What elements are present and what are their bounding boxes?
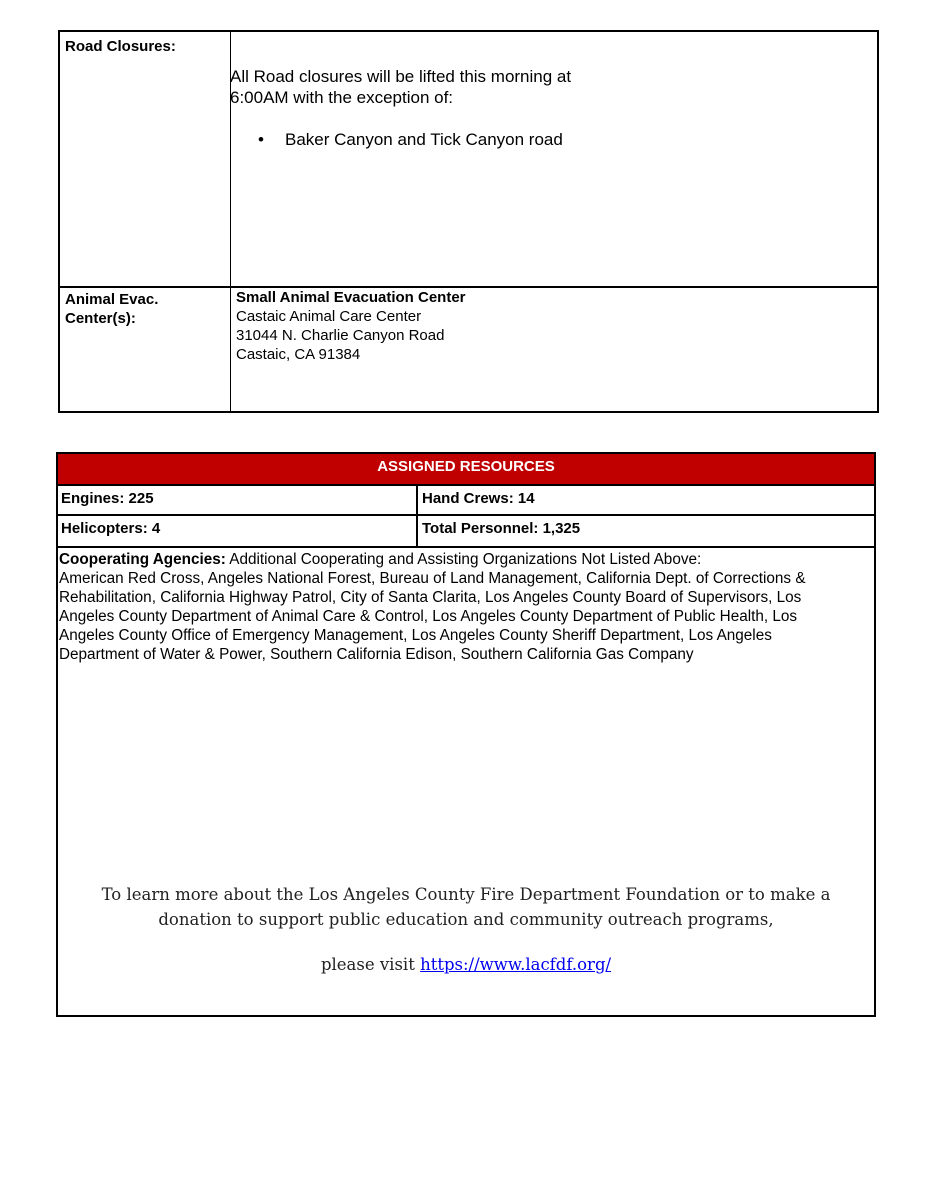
cooperating-agencies-label: Cooperating Agencies: — [59, 551, 226, 568]
animal-evac-label-line-2: Center(s): — [65, 310, 136, 327]
animal-evac-label-line-1: Animal Evac. — [65, 291, 159, 308]
resources-row — [58, 516, 874, 548]
visit-text: please visit — [320, 955, 421, 974]
evac-center-city: Castaic, CA 91384 — [236, 346, 361, 363]
assigned-resources-header: ASSIGNED RESOURCES — [58, 454, 874, 486]
animal-evac-details — [236, 288, 466, 364]
road-closures-line-1: All Road closures will be lifted this morning at — [230, 67, 572, 86]
exception-text: Baker Canyon and Tick Canyon road — [285, 130, 563, 149]
bullet-icon: • — [258, 130, 264, 149]
foundation-message — [58, 882, 874, 932]
road-closures-label: Road Closures: — [65, 38, 176, 55]
cooperating-agencies-line: Angeles County Office of Emergency Management, Los Angeles County Sheriff Department, Los Angeles — [59, 627, 772, 644]
cooperating-agencies-heading — [59, 550, 877, 569]
cooperating-agencies-line: Department of Water & Power, Southern California Edison, Southern California Gas Company — [59, 646, 694, 663]
foundation-line-2: donation to support public education and community outreach programs, — [158, 910, 774, 929]
evac-center-title: Small Animal Evacuation Center — [236, 289, 466, 306]
foundation-link[interactable]: https://www.lacfdf.org/ — [420, 955, 612, 974]
foundation-line-1: To learn more about the Los Angeles County Fire Department Foundation or to make a — [101, 885, 831, 904]
evac-center-street: 31044 N. Charlie Canyon Road — [236, 327, 445, 344]
road-closures-line-2: 6:00AM with the exception of: — [230, 88, 454, 107]
helicopters-count: Helicopters: 4 — [61, 520, 161, 537]
cooperating-agencies-intro: Additional Cooperating and Assisting Organizations Not Listed Above: — [225, 551, 702, 568]
engines-count: Engines: 225 — [61, 490, 154, 507]
cooperating-agencies-line: American Red Cross, Angeles National Forest, Bureau of Land Management, California Dept. of Corrections & — [59, 570, 806, 587]
road-closures-text — [230, 66, 630, 108]
cooperating-agencies — [59, 550, 877, 664]
incident-info-table — [58, 30, 879, 413]
row-divider — [60, 286, 877, 288]
foundation-visit — [58, 952, 874, 977]
cooperating-agencies-line: Angeles County Department of Animal Care & Control, Los Angeles County Department of Public Health, Los — [59, 608, 798, 625]
hand-crews-count: Hand Crews: 14 — [422, 490, 535, 507]
evac-center-name: Castaic Animal Care Center — [236, 308, 422, 325]
animal-evac-label — [65, 290, 215, 328]
resources-row — [58, 486, 874, 516]
resources-column-divider — [416, 486, 418, 548]
total-personnel-count: Total Personnel: 1,325 — [422, 520, 581, 537]
assigned-resources-table — [56, 452, 876, 1017]
cooperating-agencies-line: Rehabilitation, California Highway Patrol, City of Santa Clarita, Los Angeles County Board of Supervisors, Los — [59, 589, 802, 606]
